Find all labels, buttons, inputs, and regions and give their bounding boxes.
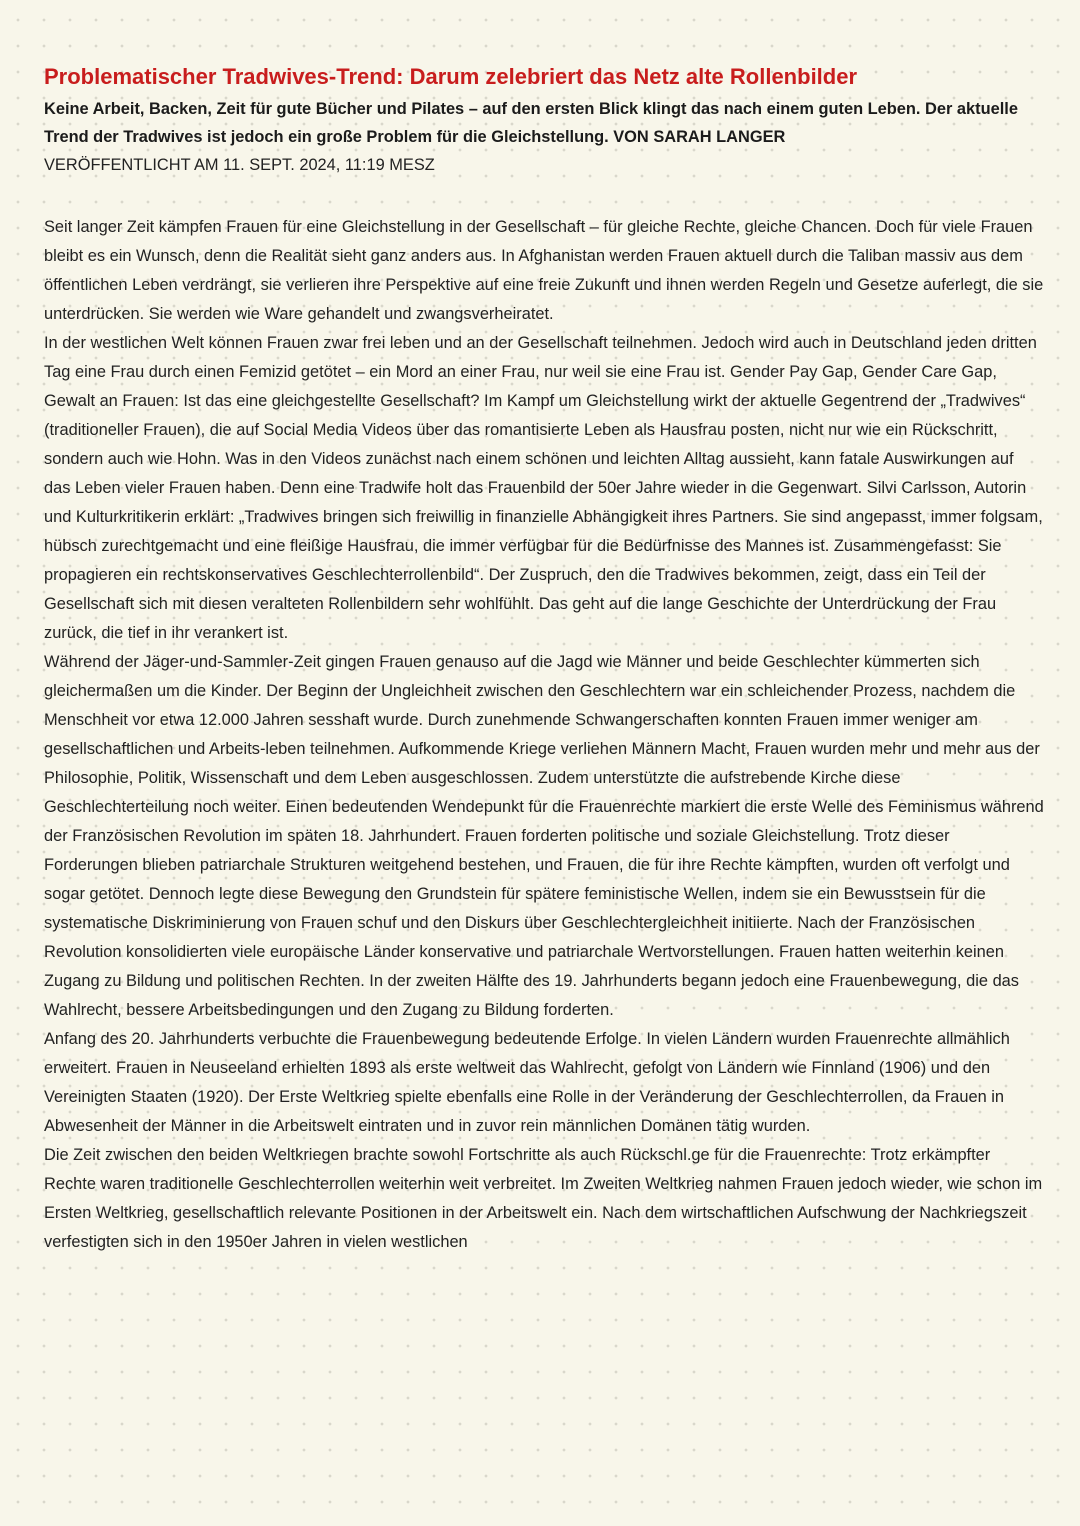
body-paragraph: Anfang des 20. Jahrhunderts verbuchte die Frauenbewegung bedeutende Erfolge. In vielen Ländern wurden Frauenrechte allmählich erweitert. Frauen in Neuseeland erhielten 1893 als erste weltweit das Wahlrecht, gefolgt von Ländern wie Finnland (1906) und den Vereinigten Staaten (1920). Der Erste Weltkrieg spielte ebenfalls eine Rolle in der Veränderung der Geschlechterrollen, da Frauen in Abwesenheit der Männer in die Arbeitswelt eintraten und in zuvor rein männlichen Domänen tätig wurden. [44,1030,1010,1135]
article-dateline: VERÖFFENTLICHT AM 11. SEPT. 2024, 11:19 MESZ [44,156,435,174]
body-paragraph: In der westlichen Welt können Frauen zwar frei leben und an der Gesellschaft teilnehmen. Jedoch wird auch in Deutschland jeden dritten Tag eine Frau durch einen Femizid getötet – ein Mord an einer Frau, nur weil sie eine Frau ist. Gender Pay Gap, Gender Care Gap, Gewalt an Frauen: Ist das eine gleichgestellte Gesellschaft? Im Kampf um Gleichstellung wirkt der aktuelle Gegentrend der „Tradwives“ (traditioneller Frauen), die auf Social Media Videos über das romantisierte Leben als Hausfrau posten, nicht nur wie ein Rückschritt, sondern auch wie Hohn. Was in den Videos zunächst nach einem schönen und leichten Alltag aussieht, kann fatale Auswirkungen auf das Leben vieler Frauen haben. Denn eine Tradwife holt das Frauenbild der 50er Jahre wieder in die Gegenwart. Silvi Carlsson, Autorin und Kulturkritikerin erklärt: „Tradwives bringen sich freiwillig in finanzielle Abhängigkeit ihres Partners. Sie sind angepasst, immer folgsam, hübsch zurechtgemacht und eine fleißige Hausfrau, die immer verfügbar für die Bedürfnisse des Mannes ist. Zusammengefasst: Sie propagieren ein rechtskonservatives Geschlechterrollenbild“. Der Zuspruch, den die Tradwives bekommen, zeigt, dass ein Teil der Gesellschaft sich mit diesen veralteten Rollenbildern sehr wohlfühlt. Das geht auf die lange Geschichte der Unterdrückung der Frau zurück, die tief in ihr verankert ist. [44,334,1043,642]
article-lead: Keine Arbeit, Backen, Zeit für gute Bücher und Pilates – auf den ersten Blick klingt das nach einem guten Leben. Der aktuelle Trend der Tradwives ist jedoch ein große Problem für die Gleichstellung. VON SARAH LANGER [44,100,1018,146]
body-paragraph: Während der Jäger-und-Sammler-Zeit gingen Frauen genauso auf die Jagd wie Männer und beide Geschlechter kümmerten sich gleichermaßen um die Kinder. Der Beginn der Ungleichheit zwischen den Geschlechtern war ein schleichender Prozess, nachdem die Menschheit vor etwa 12.000 Jahren sesshaft wurde. Durch zunehmende Schwangerschaften konnten Frauen immer weniger am gesellschaftlichen und Arbeits-leben teilnehmen. Aufkommende Kriege verliehen Männern Macht, Frauen wurden mehr und mehr aus der Philosophie, Politik, Wissenschaft und dem Leben ausgeschlossen. Zudem unterstützte die aufstrebende Kirche diese Geschlechterteilung noch weiter. Einen bedeutenden Wendepunkt für die Frauenrechte markiert die erste Welle des Feminismus während der Französischen Revolution im späten 18. Jahrhundert. Frauen forderten politische und soziale Gleichstellung. Trotz dieser Forderungen blieben patriarchale Strukturen weitgehend bestehen, und Frauen, die für ihre Rechte kämpften, wurden oft verfolgt und sogar getötet. Dennoch legte diese Bewegung den Grundstein für spätere feministische Wellen, indem sie ein Bewusstsein für die systematische Diskriminierung von Frauen schuf und den Diskurs über Geschlechtergleichheit initiierte. Nach der Französischen Revolution konsolidierten viele europäische Länder konservative und patriarchale Wertvorstellungen. Frauen hatten weiterhin keinen Zugang zu Bildung und politischen Rechten. In der zweiten Hälfte des 19. Jahrhunderts begann jedoch eine Frauenbewegung, die das Wahlrecht, bessere Arbeitsbedingungen und den Zugang zu Bildung forderten. [44,653,1044,1019]
article-body [44,213,1044,1257]
article-headline: Problematischer Tradwives-Trend: Darum zelebriert das Netz alte Rollenbilder [44,64,858,89]
article [44,62,1044,1257]
body-paragraph: Seit langer Zeit kämpfen Frauen für eine Gleichstellung in der Gesellschaft – für gleiche Rechte, gleiche Chancen. Doch für viele Frauen bleibt es ein Wunsch, denn die Realität sieht ganz anders aus. In Afghanistan werden Frauen aktuell durch die Taliban massiv aus dem öffentlichen Leben verdrängt, sie verlieren ihre Perspektive auf eine freie Zukunft und ihnen werden Regeln und Gesetze auferlegt, die sie unterdrücken. Sie werden wie Ware gehandelt und zwangsverheiratet. [44,218,1044,323]
body-paragraph: Die Zeit zwischen den beiden Weltkriegen brachte sowohl Fortschritte als auch Rückschl.ge für die Frauenrechte: Trotz erkämpfter Rechte waren traditionelle Geschlechterrollen weiterhin weit verbreitet. Im Zweiten Weltkrieg nahmen Frauen jedoch wieder, wie schon im Ersten Weltkrieg, gesellschaftlich relevante Positionen in der Arbeitswelt ein. Nach dem wirtschaftlichen Aufschwung der Nachkriegszeit verfestigten sich in den 1950er Jahren in vielen westlichen [44,1146,1043,1251]
